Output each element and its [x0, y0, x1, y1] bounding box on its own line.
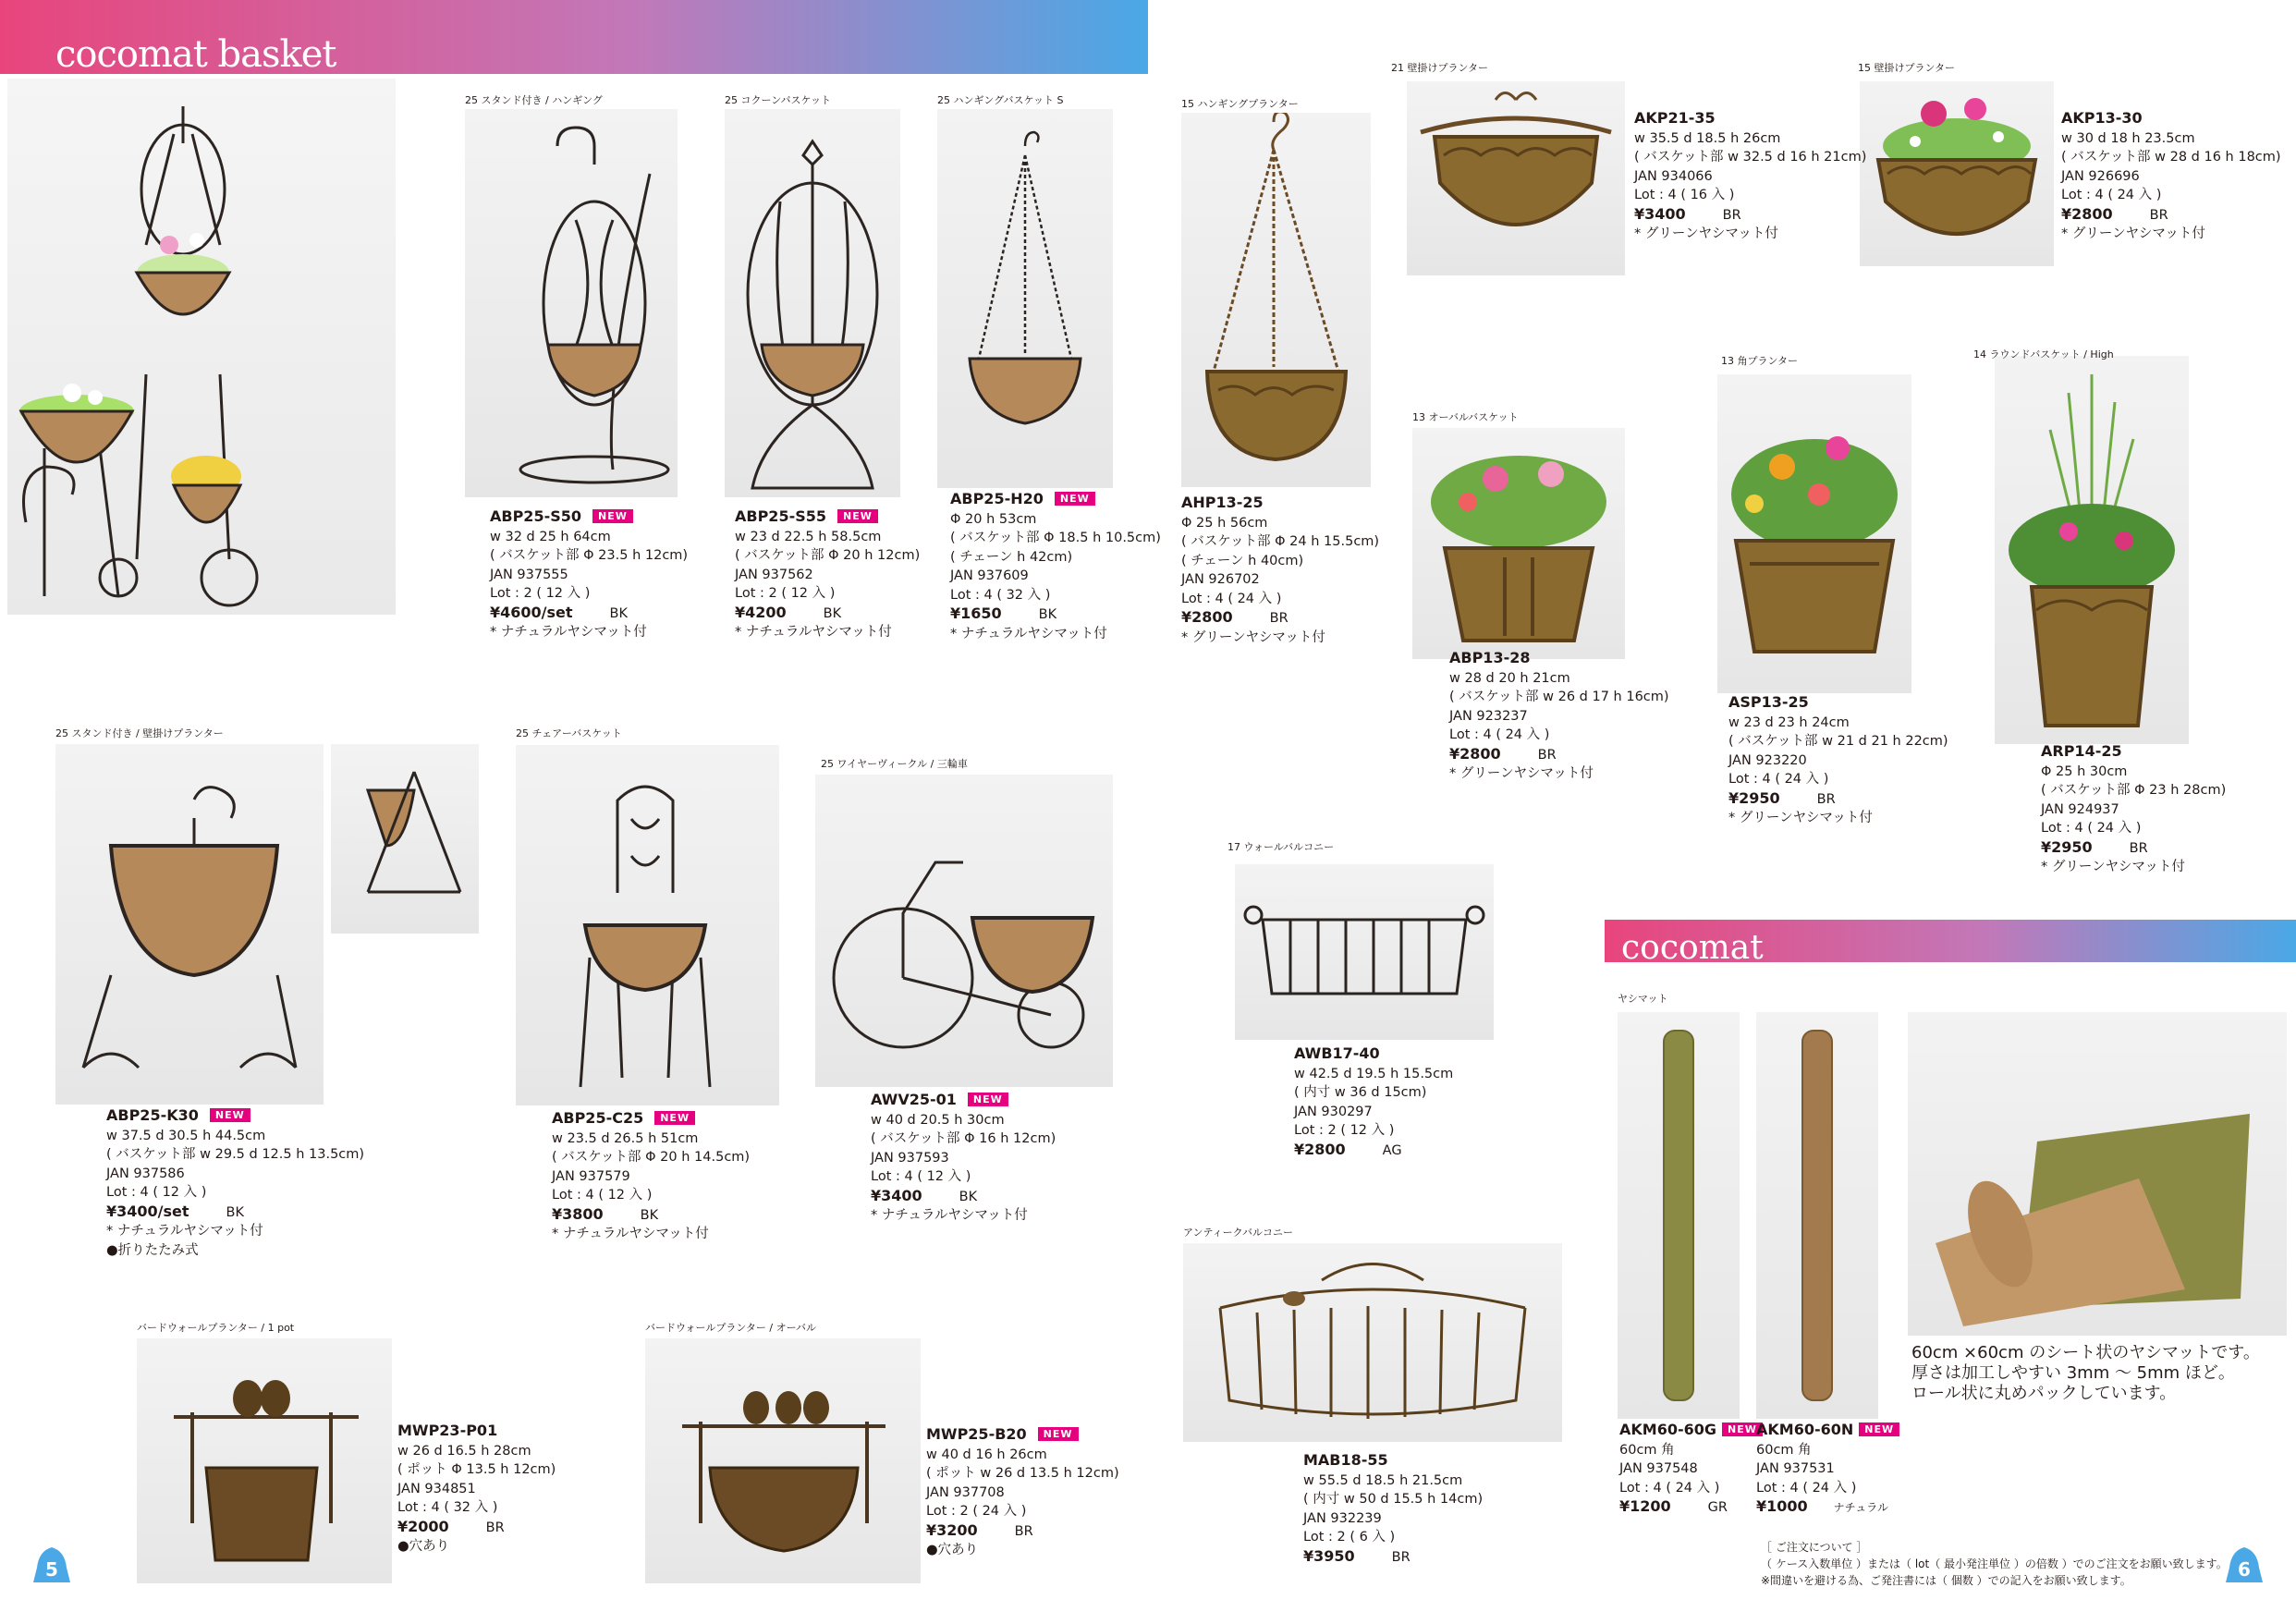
product-info-mab1855 — [1303, 1451, 1483, 1567]
product-code: AKM60-60G — [1619, 1421, 1717, 1438]
color-code: BK — [226, 1204, 244, 1220]
product-info-awv2501 — [871, 1091, 1056, 1226]
color-code: BR — [1269, 611, 1288, 626]
price: ¥3200 — [926, 1520, 978, 1539]
price: ¥2800 — [1294, 1140, 1346, 1158]
product-info-akp1330 — [2061, 109, 2281, 244]
jan-code: JAN 923220 — [1728, 752, 1807, 768]
price: ¥1000 — [1756, 1497, 1808, 1515]
product-code: ABP25-S50 — [490, 507, 581, 525]
jan-code: JAN 937708 — [926, 1484, 1005, 1500]
product-photo-mwp25b20 — [645, 1338, 921, 1583]
dimensions: Φ 25 h 30cm — [2041, 763, 2128, 779]
product-code: AKP13-30 — [2061, 109, 2143, 127]
new-badge: NEW — [592, 509, 633, 523]
lot: Lot : 2 ( 12 入 ) — [490, 586, 591, 601]
caption-abp25s55: 25 コクーンバスケット — [725, 94, 831, 106]
lot: Lot : 4 ( 16 入 ) — [1634, 188, 1735, 202]
jan-code: JAN 926702 — [1181, 572, 1260, 587]
color-code: BR — [2129, 840, 2148, 856]
dimensions-chain: ( チェーン h 40cm) — [1181, 553, 1304, 568]
dimensions: w 42.5 d 19.5 h 15.5cm — [1294, 1066, 1454, 1081]
product-note: * グリーンヤシマット付 — [1449, 766, 1594, 781]
color-code: BR — [1722, 207, 1741, 223]
product-photo-mwp23p01 — [137, 1338, 392, 1583]
product-photo-akm60g — [1618, 1012, 1740, 1419]
cocomat-description-line1: 60cm ×60cm のシート状のヤシマットです。 — [1911, 1343, 2260, 1362]
caption-abp25s50: 25 スタンド付き / ハンギング — [465, 94, 603, 106]
new-badge: NEW — [654, 1111, 695, 1125]
product-photo-abp25s50 — [465, 109, 678, 497]
page-number-right — [2224, 1545, 2265, 1588]
new-badge: NEW — [1722, 1423, 1763, 1436]
price: ¥1650 — [950, 604, 1002, 622]
product-photo-abp25s55 — [725, 109, 900, 497]
color-code: BK — [640, 1207, 659, 1223]
order-note-line2: ※間違いを避ける為、ご発注書には（ 個数 ）での記入をお願い致します。 — [1761, 1574, 2131, 1587]
product-code: ABP25-K30 — [106, 1106, 199, 1124]
dimensions-basket: ( バスケット部 Φ 16 h 12cm) — [871, 1131, 1056, 1146]
jan-code: JAN 923237 — [1449, 708, 1528, 724]
order-note-line1: （ ケース入数単位 ）または（ lot（ 最小発注単位 ）の倍数 ）でのご注文をお願い致します。 — [1761, 1557, 2228, 1570]
jan-code: JAN 924937 — [2041, 801, 2119, 817]
product-note: * ナチュラルヤシマット付 — [490, 625, 647, 640]
product-info-awb1740 — [1294, 1044, 1453, 1160]
hero-photo — [7, 79, 396, 615]
dimensions-inner: ( 内寸 w 36 d 15cm) — [1294, 1085, 1427, 1100]
product-photo-abp25k30 — [55, 744, 324, 1105]
caption-mwp23p01: バードウォールプランター / 1 pot — [137, 1322, 295, 1334]
lot: Lot : 4 ( 32 入 ) — [950, 587, 1051, 603]
caption-akp2135: 21 壁掛けプランター — [1391, 62, 1489, 74]
product-code: AKP21-35 — [1634, 109, 1716, 127]
product-note-2: ●折りたたみ式 — [106, 1242, 199, 1258]
caption-abp25c25: 25 チェアーバスケット — [516, 727, 622, 739]
lot: Lot : 2 ( 24 入 ) — [926, 1504, 1027, 1519]
product-info-abp25s50 — [490, 507, 688, 642]
product-note: * ナチュラルヤシマット付 — [735, 625, 892, 640]
new-badge: NEW — [210, 1108, 250, 1122]
jan-code: JAN 937609 — [950, 568, 1029, 583]
product-code: ASP13-25 — [1728, 693, 1809, 711]
product-note: * ナチュラルヤシマット付 — [106, 1224, 263, 1239]
color-code: ナチュラル — [1833, 1501, 1888, 1514]
dimensions-basket: ( バスケット部 w 29.5 d 12.5 h 13.5cm) — [106, 1147, 365, 1162]
product-note: * グリーンヤシマット付 — [1634, 226, 1778, 241]
product-code: ARP14-25 — [2041, 742, 2122, 760]
lot: Lot : 4 ( 24 入 ) — [1619, 1480, 1720, 1496]
dimensions: w 35.5 d 18.5 h 26cm — [1634, 130, 1781, 146]
product-code: ABP13-28 — [1449, 649, 1531, 666]
jan-code: JAN 937586 — [106, 1166, 185, 1181]
dimensions: w 26 d 16.5 h 28cm — [397, 1443, 531, 1459]
price: ¥2950 — [2041, 837, 2093, 856]
dimensions-basket: ( バスケット部 w 21 d 21 h 22cm) — [1728, 734, 1948, 749]
product-photo-cocomat-sheet — [1908, 1012, 2287, 1336]
product-code: ABP25-S55 — [735, 507, 826, 525]
product-photo-abp25k30-folded — [331, 744, 479, 934]
order-note — [1761, 1539, 2228, 1589]
dimensions: w 40 d 20.5 h 30cm — [871, 1112, 1005, 1128]
dimensions: w 32 d 25 h 64cm — [490, 529, 611, 544]
product-info-mwp25b20 — [926, 1425, 1119, 1560]
color-code: AG — [1382, 1142, 1402, 1158]
product-photo-asp1325 — [1717, 374, 1911, 693]
product-info-arp1425 — [2041, 742, 2226, 877]
product-note: * ナチュラルヤシマット付 — [871, 1208, 1028, 1223]
jan-code: JAN 937562 — [735, 567, 813, 582]
product-photo-ahp1325 — [1181, 113, 1371, 487]
dimensions-basket: ( バスケット部 Φ 18.5 h 10.5cm) — [950, 531, 1161, 545]
product-code: AWB17-40 — [1294, 1044, 1380, 1062]
cocomat-description — [1911, 1343, 2260, 1404]
cocomat-description-line3: ロール状に丸めパックしています。 — [1911, 1384, 2177, 1403]
jan-code: JAN 937548 — [1619, 1461, 1698, 1476]
product-photo-akm60n — [1756, 1012, 1878, 1419]
page-number-text: 6 — [2238, 1558, 2251, 1581]
dimensions-basket: ( バスケット部 Φ 20 h 12cm) — [735, 548, 921, 563]
dimensions: w 30 d 18 h 23.5cm — [2061, 130, 2195, 146]
color-code: BR — [1391, 1549, 1411, 1565]
lot: Lot : 4 ( 24 入 ) — [2061, 188, 2162, 202]
dimensions: 60cm 角 — [1756, 1442, 1812, 1458]
lot: Lot : 4 ( 12 入 ) — [106, 1185, 207, 1200]
order-note-title: ［ ご注文について ］ — [1761, 1541, 1868, 1554]
price: ¥2800 — [1449, 744, 1501, 763]
product-info-akm60n — [1756, 1421, 1899, 1518]
caption-awb1740: 17 ウォールバルコニー — [1227, 841, 1335, 853]
page-number-left — [31, 1545, 72, 1588]
product-note: * グリーンヤシマット付 — [2041, 860, 2185, 874]
dimensions-inner: ( 内寸 w 50 d 15.5 h 14cm) — [1303, 1492, 1484, 1507]
jan-code: JAN 937593 — [871, 1150, 949, 1166]
product-info-akm60g — [1619, 1421, 1763, 1518]
dimensions-pot: ( ポット w 26 d 13.5 h 12cm) — [926, 1466, 1119, 1481]
product-photo-awb1740 — [1235, 864, 1494, 1040]
price: ¥4600/set — [490, 603, 573, 621]
product-note: * グリーンヤシマット付 — [1181, 629, 1325, 645]
dimensions: w 28 d 20 h 21cm — [1449, 670, 1570, 686]
color-code: BK — [959, 1189, 978, 1204]
lot: Lot : 4 ( 12 入 ) — [871, 1169, 971, 1184]
dimensions: 60cm 角 — [1619, 1442, 1675, 1458]
dimensions: w 37.5 d 30.5 h 44.5cm — [106, 1128, 266, 1143]
caption-abp1328: 13 オーバルバスケット — [1412, 411, 1519, 423]
new-badge: NEW — [1859, 1423, 1899, 1436]
dimensions: w 55.5 d 18.5 h 21.5cm — [1303, 1472, 1463, 1488]
dimensions-basket: ( バスケット部 Φ 23.5 h 12cm) — [490, 548, 689, 563]
product-code: AWV25-01 — [871, 1091, 957, 1108]
jan-code: JAN 937531 — [1756, 1461, 1835, 1476]
product-code: ABP25-C25 — [552, 1109, 644, 1127]
color-code: BK — [1038, 607, 1057, 622]
dimensions-pot: ( ポット Φ 13.5 h 12cm) — [397, 1462, 556, 1477]
lot: Lot : 4 ( 24 入 ) — [1728, 772, 1829, 787]
price: ¥2800 — [1181, 608, 1233, 626]
price: ¥3400 — [1634, 204, 1686, 223]
caption-abp25k30: 25 スタンド付き / 壁掛けプランター — [55, 727, 224, 739]
product-code: MWP25-B20 — [926, 1425, 1027, 1443]
price: ¥2800 — [2061, 204, 2113, 223]
product-note: * ナチュラルヤシマット付 — [950, 626, 1107, 641]
color-code: BR — [485, 1520, 505, 1535]
dimensions-basket: ( バスケット部 w 26 d 17 h 16cm) — [1449, 690, 1669, 704]
caption-abp25h20: 25 ハンギングバスケット S — [937, 94, 1064, 106]
product-code: MAB18-55 — [1303, 1451, 1388, 1469]
price: ¥2000 — [397, 1517, 449, 1535]
product-info-ahp1325 — [1181, 494, 1379, 647]
page-number-text: 5 — [45, 1558, 58, 1581]
jan-code: JAN 937555 — [490, 567, 568, 582]
lot: Lot : 4 ( 32 入 ) — [397, 1500, 498, 1515]
lot: Lot : 2 ( 12 入 ) — [735, 586, 836, 601]
dimensions: w 23.5 d 26.5 h 51cm — [552, 1130, 699, 1146]
caption-ahp1325: 15 ハンギングプランター — [1181, 98, 1299, 110]
lot: Lot : 4 ( 24 入 ) — [1181, 591, 1282, 606]
dimensions-basket: ( バスケット部 w 28 d 16 h 18cm) — [2061, 150, 2281, 165]
price: ¥4200 — [735, 603, 787, 621]
new-badge: NEW — [968, 1093, 1008, 1106]
price: ¥1200 — [1619, 1497, 1671, 1515]
product-photo-abp25h20 — [937, 109, 1113, 488]
color-code: GR — [1707, 1500, 1728, 1515]
product-code: AHP13-25 — [1181, 494, 1264, 511]
color-code: BK — [609, 605, 628, 621]
lot: Lot : 2 ( 12 入 ) — [1294, 1123, 1395, 1138]
dimensions: w 23 d 22.5 h 58.5cm — [735, 529, 882, 544]
lot: Lot : 4 ( 24 入 ) — [1449, 727, 1550, 742]
product-info-abp25c25 — [552, 1109, 750, 1244]
new-badge: NEW — [1038, 1427, 1079, 1441]
product-note: * ナチュラルヤシマット付 — [552, 1227, 709, 1241]
product-photo-abp25c25 — [516, 745, 779, 1105]
product-info-abp25s55 — [735, 507, 920, 642]
product-photo-mab1855 — [1183, 1243, 1562, 1442]
dimensions-chain: ( チェーン h 42cm) — [950, 549, 1073, 565]
lot: Lot : 4 ( 24 入 ) — [1756, 1480, 1857, 1496]
lot: Lot : 2 ( 6 入 ) — [1303, 1530, 1396, 1545]
dimensions-basket: ( バスケット部 Φ 23 h 28cm) — [2041, 783, 2227, 798]
product-info-abp25k30 — [106, 1106, 364, 1260]
dimensions-basket: ( バスケット部 Φ 24 h 15.5cm) — [1181, 534, 1380, 549]
caption-akp1330: 15 壁掛けプランター — [1858, 62, 1956, 74]
product-code: AKM60-60N — [1756, 1421, 1854, 1438]
caption-awv2501: 25 ワイヤーヴィークル / 三輪車 — [821, 758, 968, 770]
new-badge: NEW — [837, 509, 878, 523]
price: ¥3400/set — [106, 1202, 189, 1220]
color-code: BR — [1537, 747, 1557, 763]
lot: Lot : 4 ( 24 入 ) — [2041, 821, 2142, 836]
dimensions-basket: ( バスケット部 Φ 20 h 14.5cm) — [552, 1150, 751, 1165]
product-photo-awv2501 — [815, 775, 1113, 1087]
jan-code: JAN 937579 — [552, 1168, 630, 1184]
caption-mwp25b20: バードウォールプランター / オーバル — [645, 1322, 817, 1334]
dimensions: Φ 25 h 56cm — [1181, 515, 1268, 531]
product-note: * グリーンヤシマット付 — [1728, 811, 1873, 825]
price: ¥3950 — [1303, 1546, 1355, 1565]
product-info-mwp23p01 — [397, 1422, 556, 1557]
product-photo-akp1330 — [1860, 81, 2054, 266]
product-code: ABP25-H20 — [950, 490, 1044, 507]
cocomat-description-line2: 厚さは加工しやすい 3mm ～ 5mm ほど。 — [1911, 1363, 2235, 1383]
jan-code: JAN 934066 — [1634, 168, 1713, 184]
price: ¥3800 — [552, 1204, 604, 1223]
caption-cocomat: ヤシマット — [1618, 993, 1668, 1005]
color-code: BR — [2149, 207, 2168, 223]
caption-asp1325: 13 角プランター — [1721, 355, 1799, 367]
new-badge: NEW — [1055, 492, 1095, 506]
price: ¥2950 — [1728, 788, 1780, 807]
lot: Lot : 4 ( 12 入 ) — [552, 1188, 653, 1203]
color-code: BK — [823, 605, 842, 621]
product-info-asp1325 — [1728, 693, 1948, 828]
dimensions-basket: ( バスケット部 w 32.5 d 16 h 21cm) — [1634, 150, 1867, 165]
dimensions: w 23 d 23 h 24cm — [1728, 714, 1850, 730]
section-title: cocomat — [1621, 929, 1764, 967]
product-info-abp1328 — [1449, 649, 1669, 784]
product-code: MWP23-P01 — [397, 1422, 498, 1439]
product-info-abp25h20 — [950, 490, 1161, 643]
page-title: cocomat basket — [55, 33, 336, 76]
price: ¥3400 — [871, 1186, 922, 1204]
jan-code: JAN 934851 — [397, 1481, 476, 1496]
caption-arp1425: 14 ラウンドバスケット / High — [1973, 348, 2114, 360]
color-code: BR — [1816, 791, 1836, 807]
dimensions: w 40 d 16 h 26cm — [926, 1447, 1047, 1462]
jan-code: JAN 926696 — [2061, 168, 2140, 184]
product-note: * グリーンヤシマット付 — [2061, 226, 2205, 241]
product-info-akp2135 — [1634, 109, 1866, 244]
dimensions: Φ 20 h 53cm — [950, 511, 1037, 527]
product-note: ●穴あり — [926, 1543, 979, 1557]
color-code: BR — [1014, 1523, 1033, 1539]
jan-code: JAN 930297 — [1294, 1104, 1373, 1119]
jan-code: JAN 932239 — [1303, 1510, 1382, 1526]
caption-mab1855: アンティークバルコニー — [1183, 1227, 1294, 1239]
product-photo-arp1425 — [1995, 356, 2189, 744]
product-photo-akp2135 — [1407, 81, 1625, 275]
product-photo-abp1328 — [1412, 428, 1625, 659]
product-note: ●穴あり — [397, 1539, 450, 1554]
